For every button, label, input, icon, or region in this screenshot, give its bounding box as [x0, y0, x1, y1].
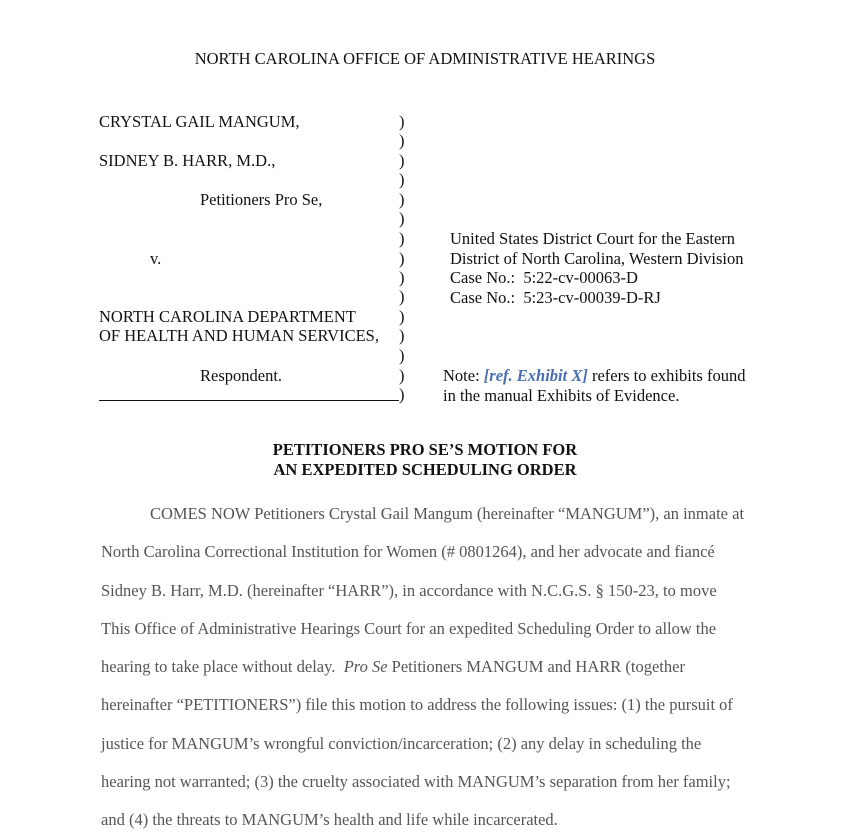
- exhibit-note: [443, 366, 745, 405]
- court-info-block: [450, 229, 744, 307]
- case-number-1: Case No.: 5:22-cv-00063-D: [450, 268, 638, 287]
- body-line: hereinafter “PETITIONERS”) file this motion to address the following issues: (1) the pursuit of: [101, 695, 733, 714]
- motion-title: [0, 440, 850, 479]
- caption-paren: ): [399, 151, 405, 170]
- body-line: COMES NOW Petitioners Crystal Gail Mangum (hereinafter “MANGUM”), an inmate at: [150, 504, 745, 523]
- caption-paren: ): [399, 229, 405, 248]
- caption-paren: ): [399, 249, 405, 268]
- caption-paren: ): [399, 366, 405, 385]
- note-line-2: in the manual Exhibits of Evidence.: [443, 385, 680, 405]
- caption-paren: ): [399, 268, 405, 287]
- caption-paren: ): [399, 326, 405, 345]
- versus-label: v.: [150, 249, 162, 268]
- caption-paren: ): [399, 131, 405, 150]
- petitioners-role: Petitioners Pro Se,: [200, 190, 323, 209]
- note-prefix: Note:: [443, 366, 484, 385]
- body-line: and (4) the threats to MANGUM’s health and life while incarcerated.: [101, 810, 558, 829]
- agency-header: NORTH CAROLINA OFFICE OF ADMINISTRATIVE HEARINGS: [194, 49, 656, 68]
- body-line-rest: Petitioners MANGUM and HARR (together: [387, 657, 685, 676]
- case-number-2: Case No.: 5:23-cv-00039-D-RJ: [450, 287, 661, 307]
- petitioner-2-name: SIDNEY B. HARR, M.D.,: [99, 151, 276, 170]
- body-line: This Office of Administrative Hearings Court for an expedited Scheduling Order to allow the: [101, 619, 717, 638]
- caption-paren: ): [399, 170, 405, 189]
- court-name-line-2: District of North Carolina, Western Division: [450, 248, 744, 268]
- petitioner-1-name: CRYSTAL GAIL MANGUM,: [99, 112, 300, 131]
- caption-paren: ): [399, 346, 405, 365]
- body-line: [101, 657, 685, 677]
- caption-paren: ): [399, 209, 405, 228]
- motion-title-line-1: PETITIONERS PRO SE’S MOTION FOR: [272, 440, 578, 459]
- body-line: Sidney B. Harr, M.D. (hereinafter “HARR”), in accordance with N.C.G.S. § 150-23, to move: [101, 581, 717, 600]
- body-line: hearing not warranted; (3) the cruelty associated with MANGUM’s separation from her family;: [101, 772, 731, 791]
- motion-title-line-2: AN EXPEDITED SCHEDULING ORDER: [273, 459, 577, 479]
- caption-divider-line: [99, 400, 399, 401]
- respondent-role: Respondent.: [200, 366, 283, 385]
- body-line-start: hearing to take place without delay.: [101, 657, 344, 676]
- caption-paren: ): [399, 385, 405, 404]
- court-name-line-1: United States District Court for the Eastern: [450, 229, 736, 248]
- respondent-name-line-1: NORTH CAROLINA DEPARTMENT: [99, 307, 356, 326]
- caption-paren: ): [399, 287, 405, 306]
- body-line: North Carolina Correctional Institution for Women (# 0801264), and her advocate and fiancé: [101, 542, 715, 561]
- exhibit-reference-link[interactable]: [ref. Exhibit X]: [483, 366, 588, 385]
- caption-paren: ): [399, 307, 405, 326]
- caption-paren: ): [399, 190, 405, 209]
- pro-se-italic: Pro Se: [343, 657, 388, 676]
- respondent-name-line-2: OF HEALTH AND HUMAN SERVICES,: [99, 326, 379, 345]
- caption-paren: ): [399, 112, 405, 131]
- body-line: justice for MANGUM’s wrongful conviction/incarceration; (2) any delay in scheduling the: [101, 734, 702, 753]
- note-suffix: refers to exhibits found: [587, 366, 746, 385]
